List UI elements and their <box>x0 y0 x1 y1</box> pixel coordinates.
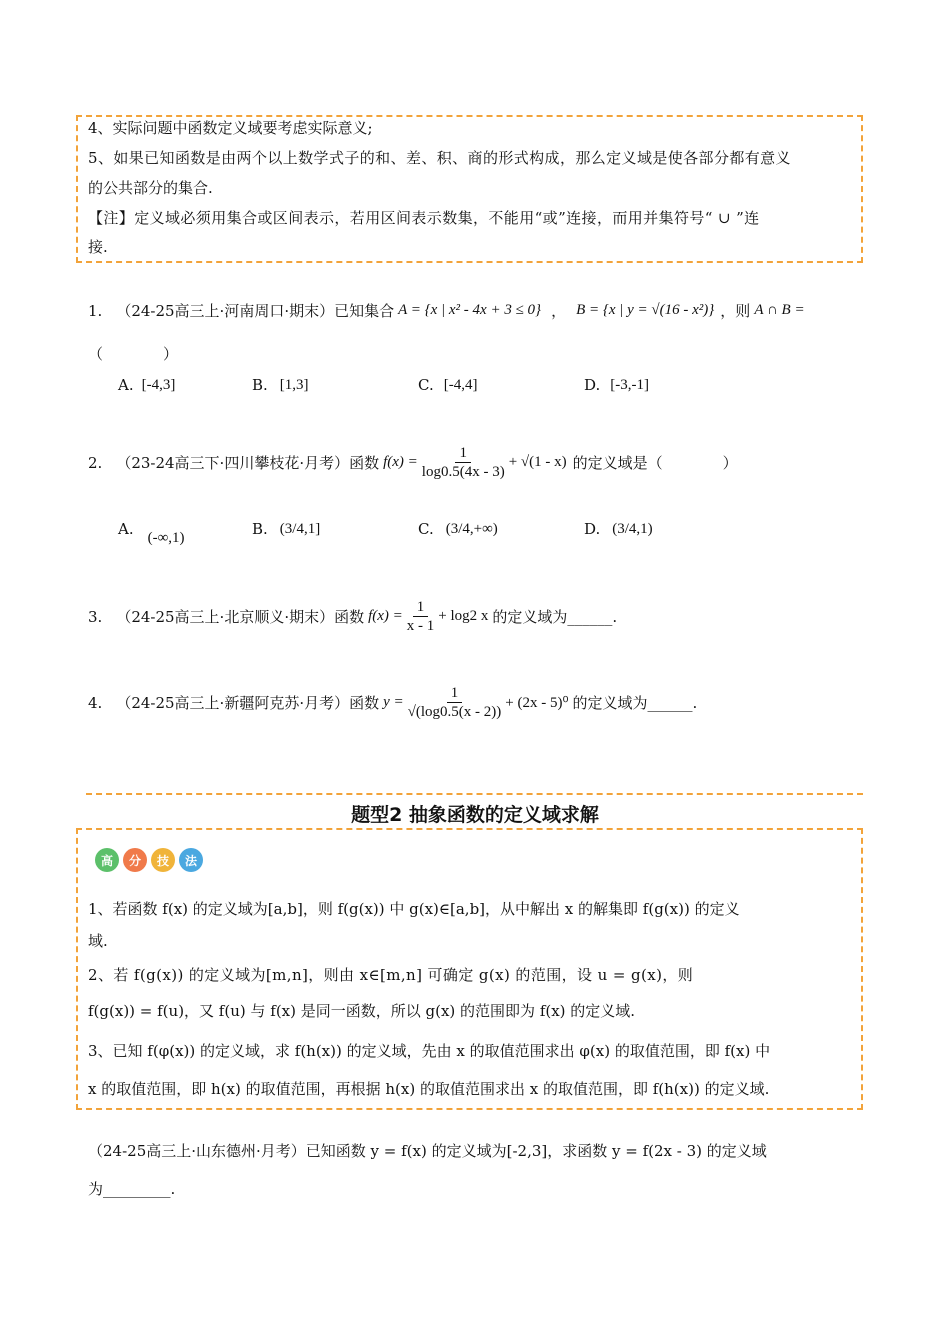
option-d[interactable]: D. [-3,-1] <box>584 376 649 394</box>
set-b: B = {x | y = √(16 - x²)} <box>576 302 715 318</box>
question-4 <box>88 684 697 721</box>
question-abstract-1-cont: 为_________. <box>88 1180 176 1198</box>
option-a[interactable]: A. (-∞,1) <box>118 520 185 546</box>
question-number: 4. <box>88 693 103 712</box>
abstract-tip-2-cont: f(g(x)) = f(u)，又 f(u) 与 f(x) 是同一函数，所以 g(x) 的范围即为 f(x) 的定义域. <box>88 1002 636 1020</box>
question-1: 1. （24-25高三上·河南周口·期末）已知集合 A = {x | x² - 4x + 3 ≤ 0} ， B = {x | y = √(16 - x²)} ，则 A ∩ B = <box>88 301 805 320</box>
question-abstract-1: （24-25高三上·山东德州·月考）已知函数 y = f(x) 的定义域为[-2,3]，求函数 y = f(2x - 3) 的定义域 <box>88 1142 767 1160</box>
fraction <box>405 598 437 635</box>
question-source: （24-25高三上·河南周口·期末）已知集合 <box>116 302 395 320</box>
badge-char: 分 <box>123 848 147 872</box>
then-text: ，则 <box>720 302 751 320</box>
fraction-numerator: 1 <box>447 684 463 703</box>
question-source: （23-24高三下·四川攀枝花·月考）函数 <box>116 454 380 472</box>
option-c[interactable]: C. (3/4,+∞) <box>418 520 498 538</box>
question-suffix: 的定义域为______. <box>492 608 618 626</box>
abstract-tip-2: 2、若 f(g(x)) 的定义域为[m,n]，则由 x∈[m,n] 可确定 g(x) 的范围，设 u = g(x)，则 <box>88 966 694 984</box>
abstract-tip-3-cont: x 的取值范围，即 h(x) 的取值范围，再根据 h(x) 的取值范围求出 x 的取值范围，即 f(h(x)) 的定义域. <box>88 1080 770 1098</box>
question-source: （24-25高三上·北京顺义·期末）函数 <box>116 608 365 626</box>
option-a[interactable]: A. [-4,3] <box>118 376 176 394</box>
high-score-badge <box>95 848 203 872</box>
option-d[interactable]: D. (3/4,1) <box>584 520 653 538</box>
tip-line-4: 4、实际问题中函数定义域要考虑实际意义; <box>88 119 373 137</box>
set-a: A = {x | x² - 4x + 3 ≤ 0} <box>398 302 542 318</box>
answer-paren: （ ） <box>88 345 179 363</box>
option-b[interactable]: B. [1,3] <box>252 376 309 394</box>
function-tail: + (2x - 5)⁰ <box>505 695 569 711</box>
function-lhs: y = <box>383 694 404 710</box>
fraction <box>406 684 504 721</box>
option-c[interactable]: C. [-4,4] <box>418 376 478 394</box>
question-number: 3. <box>88 607 103 626</box>
question-2 <box>88 444 738 481</box>
section-divider <box>86 793 863 795</box>
fraction <box>420 444 507 481</box>
question-3 <box>88 598 617 635</box>
badge-char: 高 <box>95 848 119 872</box>
question-number: 1. <box>88 301 103 320</box>
function-lhs: f(x) = <box>383 454 418 470</box>
tip-line-5: 5、如果已知函数是由两个以上数学式子的和、差、积、商的形式构成，那么定义域是使各部分都有意义 <box>88 149 791 167</box>
fraction-numerator: 1 <box>413 598 429 617</box>
fraction-numerator: 1 <box>455 444 471 463</box>
badge-char: 法 <box>179 848 203 872</box>
function-tail: + √(1 - x) <box>508 454 567 470</box>
intersection: A ∩ B = <box>754 302 805 318</box>
tip-line-5-cont: 的公共部分的集合. <box>88 179 213 197</box>
function-tail: + log2 x <box>438 608 489 624</box>
fraction-denominator: log0.5(4x - 3) <box>421 464 505 480</box>
question-suffix: 的定义域是（ ） <box>572 454 738 472</box>
fraction-denominator: x - 1 <box>406 618 435 634</box>
question-suffix: 的定义域为______. <box>572 694 698 712</box>
abstract-tip-3: 3、已知 f(φ(x)) 的定义域，求 f(h(x)) 的定义域，先由 x 的取值范围求出 φ(x) 的取值范围，即 f(x) 中 <box>88 1042 771 1060</box>
section-title: 题型2 抽象函数的定义域求解 <box>351 804 599 826</box>
badge-char: 技 <box>151 848 175 872</box>
question-number: 2. <box>88 453 103 472</box>
abstract-tip-1: 1、若函数 f(x) 的定义域为[a,b]，则 f(g(x)) 中 g(x)∈[a,b]，从中解出 x 的解集即 f(g(x)) 的定义 <box>88 900 740 918</box>
tip-note: 【注】定义域必须用集合或区间表示，若用区间表示数集，不能用“或”连接，而用并集符号“ ∪ ”连 <box>88 209 760 227</box>
abstract-tip-1-cont: 域. <box>88 932 108 950</box>
option-b[interactable]: B. (3/4,1] <box>252 520 321 538</box>
function-lhs: f(x) = <box>368 608 403 624</box>
fraction-denominator: √(log0.5(x - 2)) <box>407 704 502 720</box>
question-source: （24-25高三上·新疆阿克苏·月考）函数 <box>116 694 380 712</box>
tip-note-cont: 接. <box>88 238 108 256</box>
